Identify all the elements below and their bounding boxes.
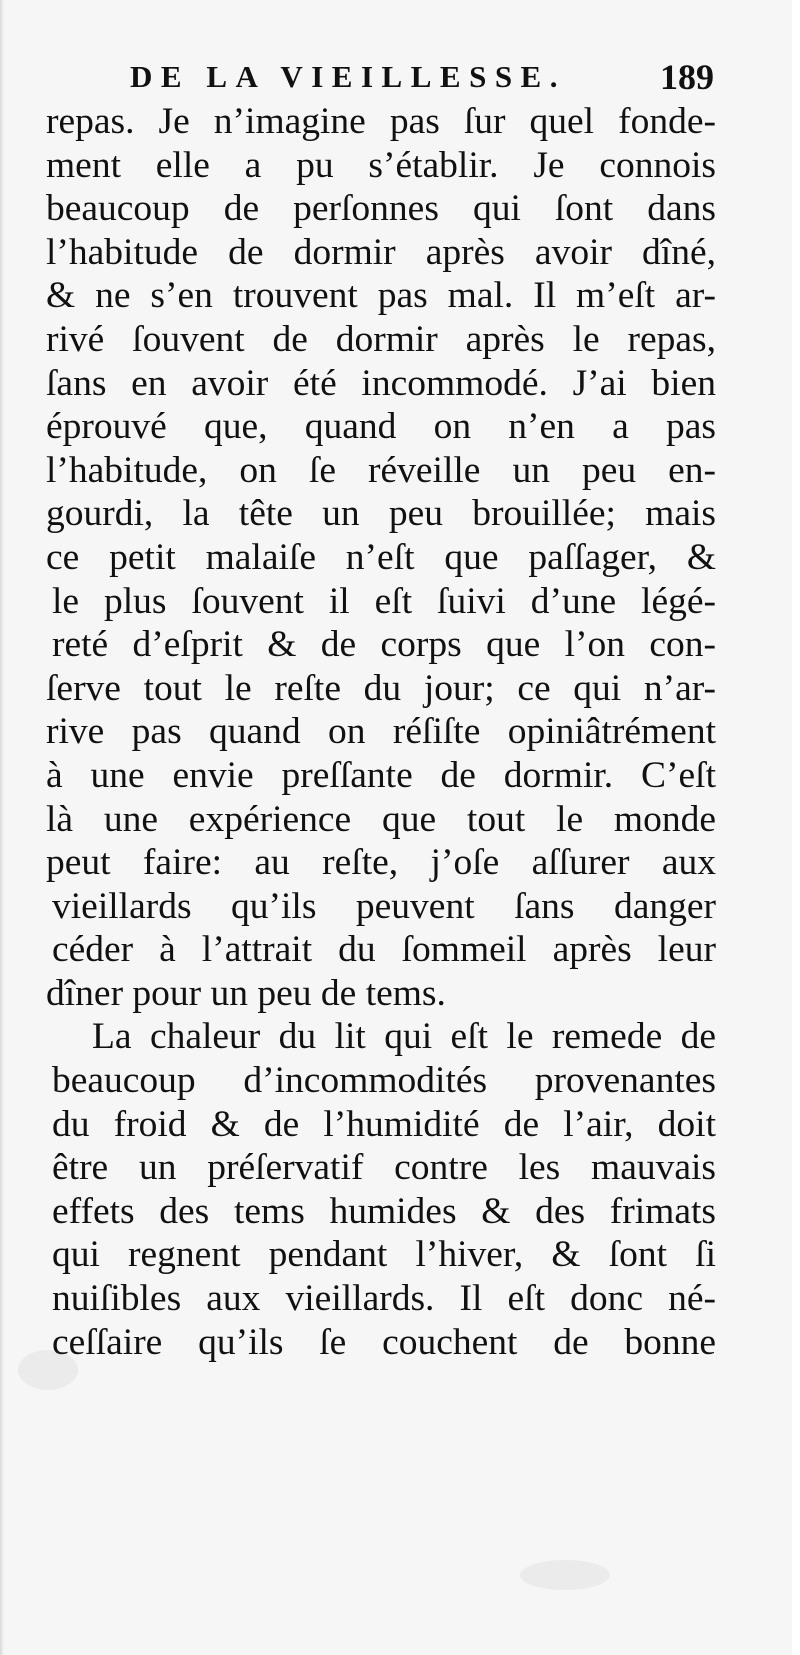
text-line: ment elle a pu s’établir. Je connois [46,144,716,186]
text-line: peut faire: au reſte, j’oſe aſſurer aux [46,842,716,884]
text-line: qui regnent pendant l’hiver, & ſont ſi [52,1234,716,1276]
text-line: ceſſaire qu’ils ſe couchent de bonne [52,1321,716,1363]
running-header [130,52,714,102]
text-line: à une envie preſſante de dormir. C’eſt [46,754,716,796]
text-line: effets des tems humides & des frimats [52,1190,716,1232]
text-line: beaucoup de perſonnes qui ſont dans [46,188,716,230]
paragraph-2 [46,1015,716,1364]
text-line: ce petit malaiſe n’eſt que paſſager, & [46,536,716,578]
text-line: céder à l’attrait du ſommeil après leur [52,929,716,971]
page-margin [792,0,800,1655]
text-line: vieillards qu’ils peuvent ſans danger [52,885,716,927]
text-line: le plus ſouvent il eſt ſuivi d’une légé- [52,580,716,622]
paper-blemish [18,1350,78,1390]
text-line: là une expérience que tout le monde [46,798,716,840]
text-line: La chaleur du lit qui eſt le remede de [92,1016,716,1058]
text-line: reté d’eſprit & de corps que l’on con- [52,624,716,666]
text-line: l’habitude de dormir après avoir dîné, [46,231,716,273]
text-line: rive pas quand on réſiſte opiniâtrément [46,711,716,753]
page-binding-edge [0,0,4,1655]
text-line: nuiſibles aux vieillards. Il eſt donc né- [52,1278,716,1320]
running-title: DE LA VIEILLESSE. [130,59,566,94]
text-line: du froid & de l’humidité de l’air, doit [52,1103,716,1145]
paper-blemish [520,1560,610,1590]
page-number: 189 [660,57,714,97]
text-line: éprouvé que, quand on n’en a pas [46,406,716,448]
body-text [46,100,716,1364]
text-line: être un préſervatif contre les mauvais [52,1147,716,1189]
text-line: rivé ſouvent de dormir après le repas, [46,318,716,360]
text-line: ſans en avoir été incommodé. J’ai bien [46,362,716,404]
text-line: dîner pour un peu de tems. [46,972,446,1014]
text-line: l’habitude, on ſe réveille un peu en- [46,449,716,491]
text-line: & ne s’en trouvent pas mal. Il m’eſt ar- [46,275,716,317]
text-line: repas. Je n’imagine pas ſur quel fonde- [46,101,716,142]
text-line: gourdi, la tête un peu brouillée; mais [46,493,716,535]
text-line: ſerve tout le reſte du jour; ce qui n’ar- [46,667,716,709]
paragraph-1 [46,100,716,1015]
text-line: beaucoup d’incommodités provenantes [52,1060,716,1102]
